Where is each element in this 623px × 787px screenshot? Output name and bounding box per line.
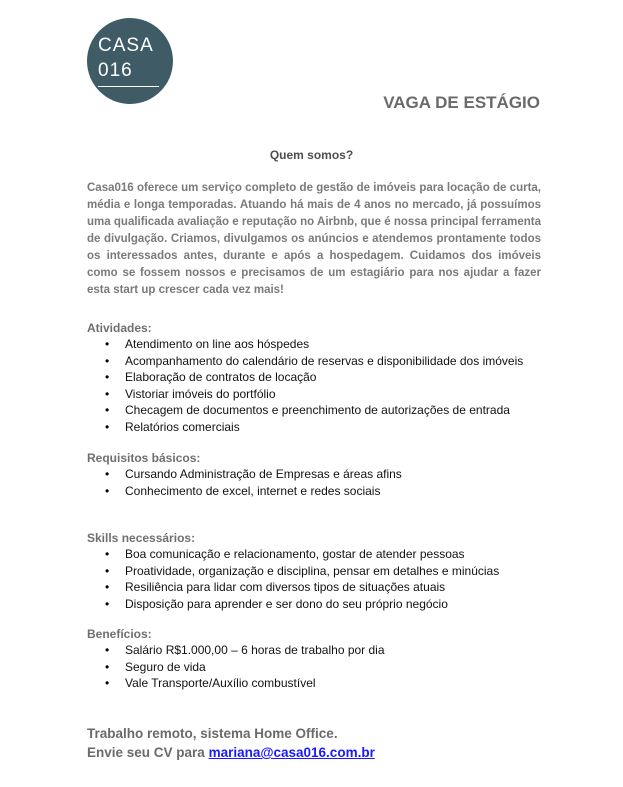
beneficios-heading: Benefícios: xyxy=(87,627,152,641)
list-item: • Salário R$1.000,00 – 6 horas de trabalho por dia xyxy=(87,642,385,659)
list-item: • Vale Transporte/Auxílio combustível xyxy=(87,675,385,692)
list-item: • Elaboração de contratos de locação xyxy=(87,369,523,386)
beneficios-list xyxy=(87,642,385,692)
skills-heading: Skills necessários: xyxy=(87,531,196,545)
list-item: • Proatividade, organização e disciplina, pensar em detalhes e minúcias xyxy=(87,563,499,580)
email-link[interactable]: mariana@casa016.com.br xyxy=(208,745,375,760)
list-item: • Conhecimento de excel, internet e redes sociais xyxy=(87,483,402,500)
list-item: • Seguro de vida xyxy=(87,659,385,676)
list-item: • Cursando Administração de Empresas e áreas afins xyxy=(87,466,402,483)
page-title: VAGA DE ESTÁGIO xyxy=(383,93,540,112)
logo-text-casa: CASA xyxy=(98,35,154,56)
requisitos-list xyxy=(87,466,402,499)
list-item: • Relatórios comerciais xyxy=(87,419,523,436)
list-item: • Disposição para aprender e ser dono do seu próprio negócio xyxy=(87,596,499,613)
list-item: • Boa comunicação e relacionamento, gostar de atender pessoas xyxy=(87,546,499,563)
closing-send-cv xyxy=(87,745,375,760)
logo-text-016: 016 xyxy=(98,60,133,81)
list-item: • Vistoriar imóveis do portfólio xyxy=(87,386,523,403)
list-item: • Acompanhamento do calendário de reservas e disponibilidade dos imóveis xyxy=(87,353,523,370)
atividades-heading: Atividades: xyxy=(87,321,152,335)
closing-remote-work: Trabalho remoto, sistema Home Office. xyxy=(87,726,338,741)
skills-list xyxy=(87,546,499,612)
section-heading-quem-somos: Quem somos? xyxy=(269,148,354,162)
intro-paragraph: Casa016 oferece um serviço completo de gestão de imóveis para locação de curta, média e longa temporadas. Atuando há mais de 4 anos no mercado, já possuímos uma qualificada avaliação e reputação no Airbnb, que é nossa principal ferramenta de divulgação. Criamos, divulgamos os anúncios e atendemos prontamente todos os interessados antes, durante e após a hospedagem. Cuidamos dos imóveis como se fossem nossos e precisamos de um estagiário para nos ajudar a fazer esta start up crescer cada vez mais! xyxy=(87,182,541,296)
atividades-list xyxy=(87,336,523,435)
list-item: • Atendimento on line aos hóspedes xyxy=(87,336,523,353)
list-item: • Checagem de documentos e preenchimento de autorizações de entrada xyxy=(87,402,523,419)
list-item: • Resiliência para lidar com diversos tipos de situações atuais xyxy=(87,579,499,596)
logo-underline xyxy=(98,86,159,87)
requisitos-heading: Requisitos básicos: xyxy=(87,451,201,465)
send-cv-text: Envie seu CV para xyxy=(87,745,209,760)
casa016-logo xyxy=(87,18,173,104)
